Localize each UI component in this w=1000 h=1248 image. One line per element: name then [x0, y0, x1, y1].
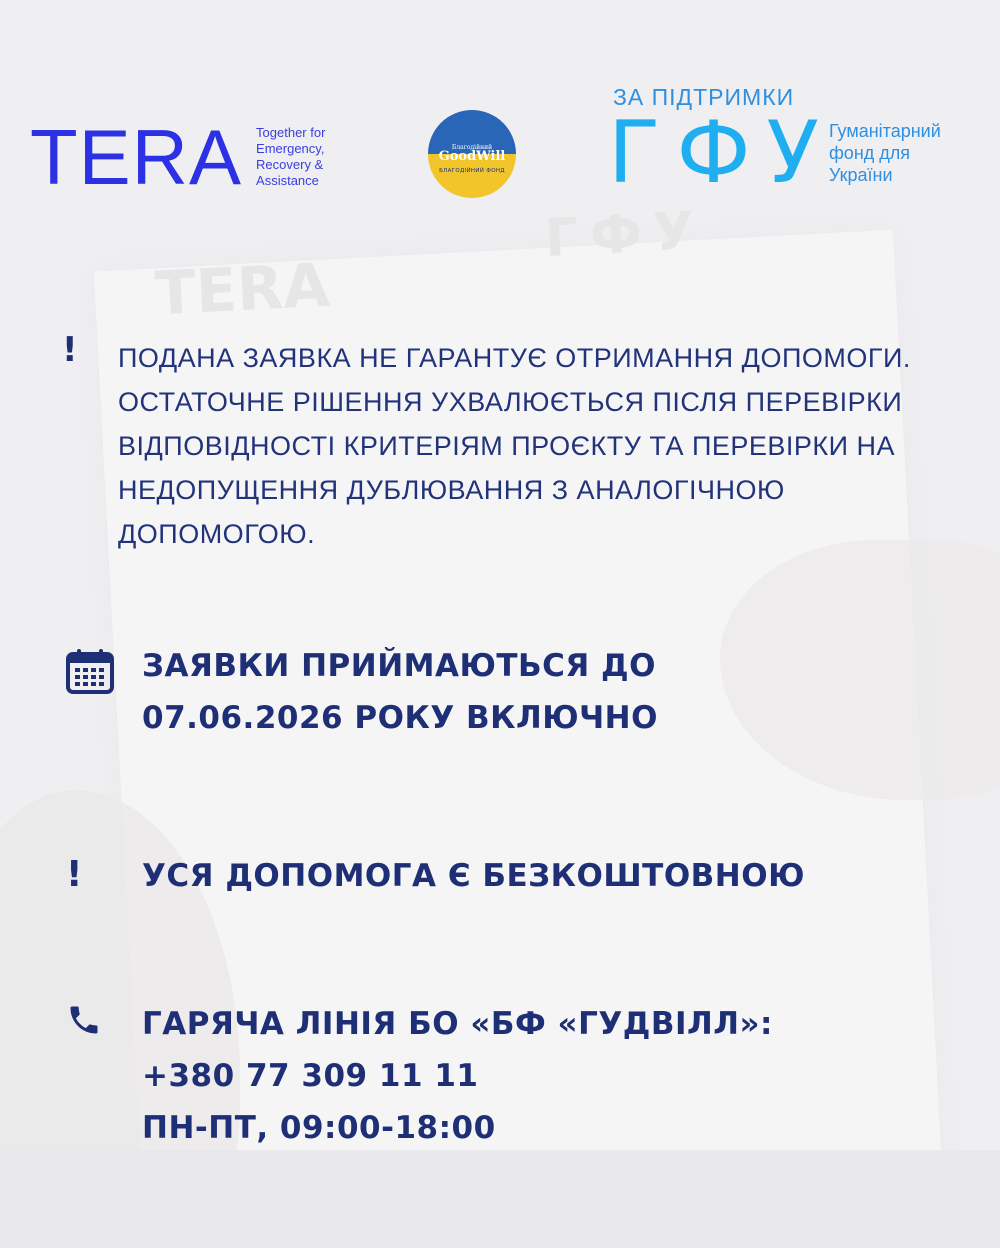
tera-tagline-line: Recovery & — [256, 157, 324, 172]
hotline-title: ГАРЯЧА ЛІНІЯ БО «БФ «ГУДВІЛЛ»: — [142, 1006, 773, 1042]
deadline-line: 07.06.2026 РОКУ ВКЛЮЧНО — [142, 700, 658, 736]
exclamation-icon: ! — [66, 854, 83, 895]
goodwill-small-text: Благодійний — [451, 144, 493, 151]
hotline-hours: ПН-ПТ, 09:00-18:00 — [142, 1110, 496, 1146]
gfu-wordmark: ГФУ — [608, 103, 835, 203]
tera-tagline-line: Assistance — [256, 173, 319, 188]
notice-line: ОСТАТОЧНЕ РІШЕННЯ УХВАЛЮЄТЬСЯ ПІСЛЯ ПЕРЕВІРКИ — [118, 387, 903, 417]
notice-line: ДОПОМОГОЮ. — [118, 519, 316, 549]
gfu-tagline-line: України — [829, 165, 893, 185]
exclamation-icon: ! — [62, 330, 78, 370]
goodwill-name: GoodWill — [438, 149, 506, 164]
notice-text — [118, 336, 978, 556]
tera-wordmark: TERA — [30, 113, 243, 201]
notice-line: ПОДАНА ЗАЯВКА НЕ ГАРАНТУЄ ОТРИМАННЯ ДОПОМОГИ. — [118, 343, 911, 373]
hotline-phone-number[interactable]: +380 77 309 11 11 — [142, 1058, 479, 1094]
notice-line: ВІДПОВІДНОСТІ КРИТЕРІЯМ ПРОЄКТУ ТА ПЕРЕВІРКИ НА — [118, 431, 896, 461]
gfu-tagline — [829, 120, 941, 186]
hotline-text — [142, 998, 773, 1154]
deadline-text — [142, 640, 658, 744]
calendar-icon — [66, 648, 114, 694]
free-help-text: УСЯ ДОПОМОГА Є БЕЗКОШТОВНОЮ — [142, 858, 805, 894]
gfu-tagline-line: Гуманітарний — [829, 121, 941, 141]
notice-line: НЕДОПУЩЕННЯ ДУБЛЮВАННЯ З АНАЛОГІЧНОЮ — [118, 475, 785, 505]
phone-icon — [66, 1002, 102, 1038]
deadline-line: ЗАЯВКИ ПРИЙМАЮТЬСЯ ДО — [142, 648, 657, 684]
tera-tagline — [256, 125, 346, 189]
goodwill-subtitle: БЛАГОДІЙНИЙ ФОНД — [439, 168, 505, 174]
tera-tagline-line: Together for — [256, 125, 326, 140]
tera-tagline-line: Emergency, — [256, 141, 325, 156]
gfu-tagline-line: фонд для — [829, 143, 911, 163]
goodwill-logo — [428, 110, 516, 198]
tera-logo — [30, 113, 346, 201]
gfu-support-label: ЗА ПІДТРИМКИ — [613, 84, 795, 110]
